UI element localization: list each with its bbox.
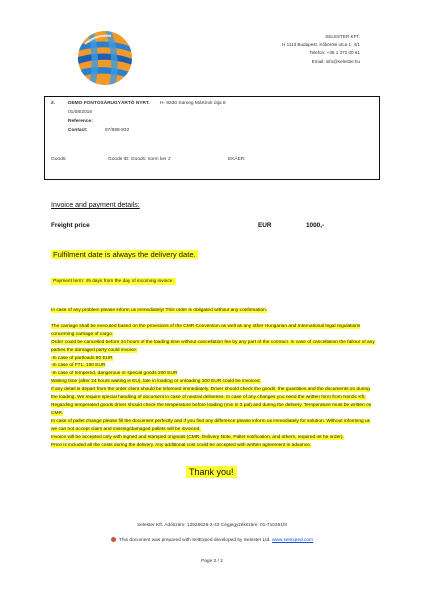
order-number: 2. — [51, 101, 56, 106]
terms-line: If any detail is depart from the order client should be informed immediately. Driver should check the goods, the quantities and the documents on during the loading. We require special handling of document in case of neutral deliveries. In case of any changes you need the written form from Nordic Kft. — [51, 387, 370, 401]
order-details-box — [44, 96, 380, 180]
footer-software-text: This document was prepared with SelExped developed by Selester Ltd. — [118, 537, 271, 543]
terms-line: -In case of tempered, dangerous or special goods 200 EUR — [51, 371, 178, 377]
footer-registration: Selester Kft. Adószám: 12926626-2-43 Cégjegyzékszám: 01-710351/8 — [137, 523, 287, 528]
terms-block — [51, 307, 377, 449]
page-number: Page 2 / 2 — [201, 559, 223, 564]
payment-term: Payment term: 45 days from the day of incoming invoice. — [53, 279, 174, 284]
goods-label: Goods: — [51, 157, 67, 162]
company-address: H 1113 Budapest, Kőkörösi utca 1. 4/1 — [282, 42, 360, 48]
contact-value: 87/888-932 — [105, 128, 130, 133]
company-logo-icon — [75, 28, 135, 88]
ekaer-label: EKÁER: — [228, 157, 246, 162]
invoice-section-title: Invoice and payment details: — [51, 202, 140, 209]
terms-line: -In case of partloads 80 EUR — [51, 355, 113, 361]
freight-amount: 1000,- — [306, 222, 325, 229]
terms-line: -In case of FTL: 150 EUR — [51, 363, 106, 369]
company-address-block — [282, 33, 360, 66]
thank-you-note: Thank you! — [186, 466, 237, 478]
reference-label: Reference: — [68, 119, 93, 124]
selexped-link[interactable]: www.selexped.com — [272, 537, 314, 543]
freight-label: Freight price — [51, 222, 90, 229]
terms-line: Price is included all the costs during the delivery. Any additional cost could be accepted with written agreement in advance. — [51, 442, 312, 448]
fulfilment-note: Fulfilment date is always the delivery date. — [53, 250, 196, 259]
contact-label: Contact: — [68, 128, 88, 133]
terms-line: Invoice will be accepted only with signed and stamped originals (CMR, Delivery Note, Pallet notification, and others, required int he order). — [51, 434, 344, 440]
selexped-logo-icon — [111, 537, 116, 542]
order-date: 01/08/2016 — [68, 110, 93, 115]
goods-id: Goods ID: Goods: norm ker 2 — [108, 157, 171, 162]
client-name: DEMO FONTOSÁRUGYÁRTÓ NYRT. — [68, 101, 150, 106]
company-phone: Telefon: +36 1 372 00 61 — [309, 50, 360, 56]
company-name: SELESTER KFT. — [325, 34, 360, 39]
freight-currency: EUR — [258, 222, 272, 229]
terms-line: In case of any problem please inform us immediately! This order is obligated without any confirmation. — [51, 308, 268, 313]
terms-line: The carriage shall be executed based on the provisions of the CMR Convention as well as any other Hungarian and International legal regulations concerning carriage of cargo. — [51, 323, 361, 337]
company-email: Email: info@selester.hu — [311, 58, 360, 64]
client-address: H- 8330 Sümeg Mártírok útja 8 — [160, 101, 226, 106]
terms-line: Order could be cancelled before 24 hours of the loading time without cancellation fee by any part of the contract. In case of cancellation the failour of any parties the damaged party could invoice: — [51, 339, 375, 353]
footer-software — [0, 537, 424, 543]
terms-line: In case of pallet change please fill the document perfectly and if you find any difference please inform us immediately for solution. Without informing us we can not accept claim and missing/damaged pallets will be invoiced. — [51, 418, 371, 432]
terms-line: Regarding temperated goods driver should check the temperature before loading (min in 3 pal) and during the delivery. Temperature must be written on CMR. — [51, 402, 372, 416]
terms-line: Waiting time (after 24 hours waiting is EU), late in loading or unloading 100 EUR could be invoiced. — [51, 379, 261, 385]
